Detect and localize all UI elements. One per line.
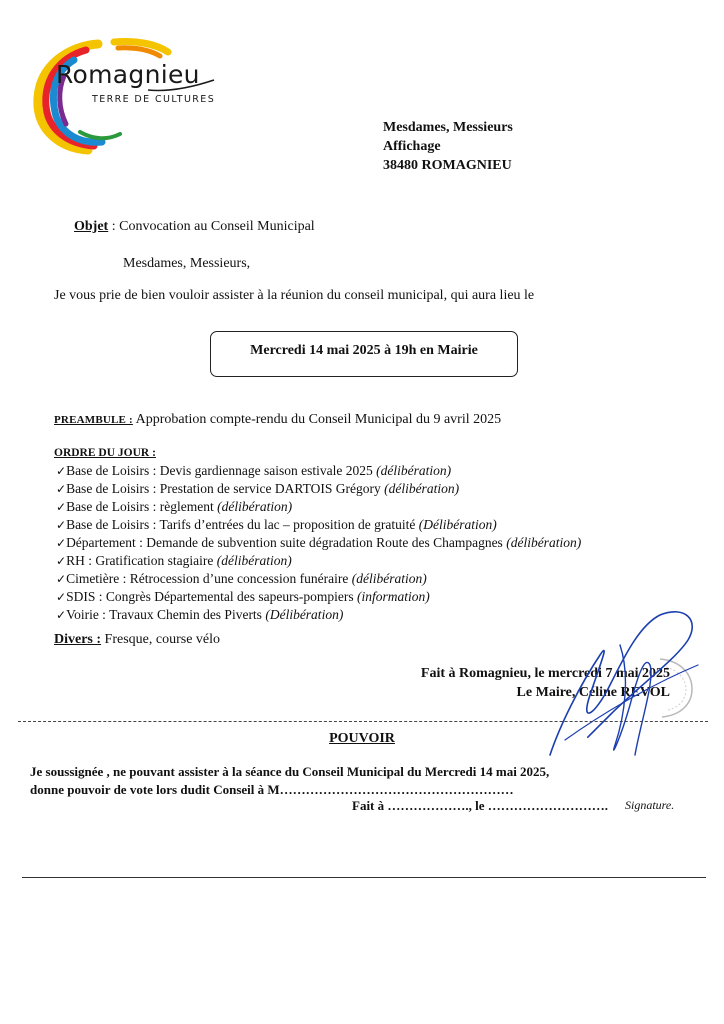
misc-label: Divers : bbox=[54, 632, 102, 647]
checkmark-icon: ✓ bbox=[56, 572, 67, 586]
checkmark-icon: ✓ bbox=[56, 554, 67, 568]
salutation: Mesdames, Messieurs, bbox=[123, 256, 251, 271]
agenda-item-text: RH : Gratification stagiaire bbox=[66, 553, 217, 568]
agenda-item-note: (délibération) bbox=[351, 571, 427, 586]
logo-wordmark: Romagnieu bbox=[56, 60, 200, 89]
agenda-item-note: (Délibération) bbox=[265, 607, 344, 622]
subject-text: Convocation au Conseil Municipal bbox=[119, 219, 315, 234]
agenda-item bbox=[56, 570, 581, 588]
agenda-item-text: Base de Loisirs : Devis gardiennage saison estivale 2025 bbox=[66, 463, 377, 478]
agenda-item-note: (information) bbox=[357, 589, 430, 604]
checkmark-icon: ✓ bbox=[56, 464, 67, 478]
handwritten-signature bbox=[520, 605, 710, 775]
agenda-item-text: Base de Loisirs : Tarifs d’entrées du lac – proposition de gratuité bbox=[66, 517, 419, 532]
agenda-title: ORDRE DU JOUR : bbox=[54, 447, 156, 459]
signature-place-date: Fait à Romagnieu, le mercredi 7 mai 2025 bbox=[420, 666, 670, 681]
subject-label: Objet bbox=[74, 219, 109, 234]
subject-separator: : bbox=[108, 219, 120, 234]
proxy-signature-label: Signature. bbox=[625, 798, 675, 812]
subject-line bbox=[74, 219, 315, 235]
agenda-list bbox=[56, 462, 581, 624]
agenda-item-text: SDIS : Congrès Départemental des sapeurs-pompiers bbox=[66, 589, 357, 604]
proxy-line-1: Je soussignée , ne pouvant assister à la séance du Conseil Municipal du Mercredi 14 mai 2025, bbox=[30, 764, 550, 779]
agenda-item-text: Voirie : Travaux Chemin des Piverts bbox=[66, 607, 266, 622]
agenda-item bbox=[56, 462, 581, 480]
agenda-item-text: Base de Loisirs : règlement bbox=[66, 499, 218, 514]
agenda-item-note: (délibération) bbox=[217, 499, 293, 514]
agenda-item bbox=[56, 552, 581, 570]
misc-text: Fresque, course vélo bbox=[101, 632, 221, 647]
recipient-line: Mesdames, Messieurs bbox=[383, 120, 513, 135]
preamble bbox=[54, 412, 501, 428]
checkmark-icon: ✓ bbox=[56, 518, 67, 532]
intro-paragraph: Je vous prie de bien vouloir assister à la réunion du conseil municipal, qui aura lieu le bbox=[54, 288, 535, 303]
recipient-line: 38480 ROMAGNIEU bbox=[383, 158, 512, 173]
agenda-item-note: (délibération) bbox=[376, 463, 452, 478]
proxy-title bbox=[0, 731, 724, 747]
proxy-line-2: donne pouvoir de vote lors dudit Conseil à M……………………………………………… bbox=[30, 782, 514, 797]
agenda-item-text: Département : Demande de subvention suite dégradation Route des Champagnes bbox=[66, 535, 507, 550]
agenda-item bbox=[56, 606, 581, 624]
meeting-date-text: Mercredi 14 mai 2025 à 19h en Mairie bbox=[250, 343, 478, 358]
preamble-label: PREAMBULE : bbox=[54, 414, 133, 426]
checkmark-icon: ✓ bbox=[56, 608, 67, 622]
recipient-line: Affichage bbox=[383, 139, 441, 154]
checkmark-icon: ✓ bbox=[56, 536, 67, 550]
misc-line bbox=[54, 632, 220, 648]
checkmark-icon: ✓ bbox=[56, 482, 67, 496]
checkmark-icon: ✓ bbox=[56, 590, 67, 604]
proxy-title-text: POUVOIR bbox=[329, 731, 395, 746]
agenda-item-note: (délibération) bbox=[216, 553, 292, 568]
agenda-item bbox=[56, 480, 581, 498]
checkmark-icon: ✓ bbox=[56, 500, 67, 514]
agenda-item bbox=[56, 588, 581, 606]
agenda-item-text: Cimetière : Rétrocession d’une concession funéraire bbox=[66, 571, 352, 586]
proxy-line-3: Fait à ………………., le ………………………. bbox=[352, 798, 609, 813]
agenda-item-note: (Délibération) bbox=[418, 517, 497, 532]
agenda-item-text: Base de Loisirs : Prestation de service DARTOIS Grégory bbox=[66, 481, 385, 496]
agenda-item bbox=[56, 516, 581, 534]
agenda-item-note: (délibération) bbox=[384, 481, 460, 496]
bottom-divider bbox=[22, 877, 706, 878]
preamble-text: Approbation compte-rendu du Conseil Municipal du 9 avril 2025 bbox=[132, 412, 502, 427]
agenda-item bbox=[56, 534, 581, 552]
agenda-item-note: (délibération) bbox=[506, 535, 582, 550]
logo-tagline: TERRE DE CULTURES bbox=[92, 94, 216, 105]
recipient-address bbox=[383, 118, 513, 175]
agenda-item bbox=[56, 498, 581, 516]
cut-line-divider bbox=[18, 721, 708, 722]
signature-mayor-name: Le Maire, Céline REVOL bbox=[516, 685, 670, 700]
